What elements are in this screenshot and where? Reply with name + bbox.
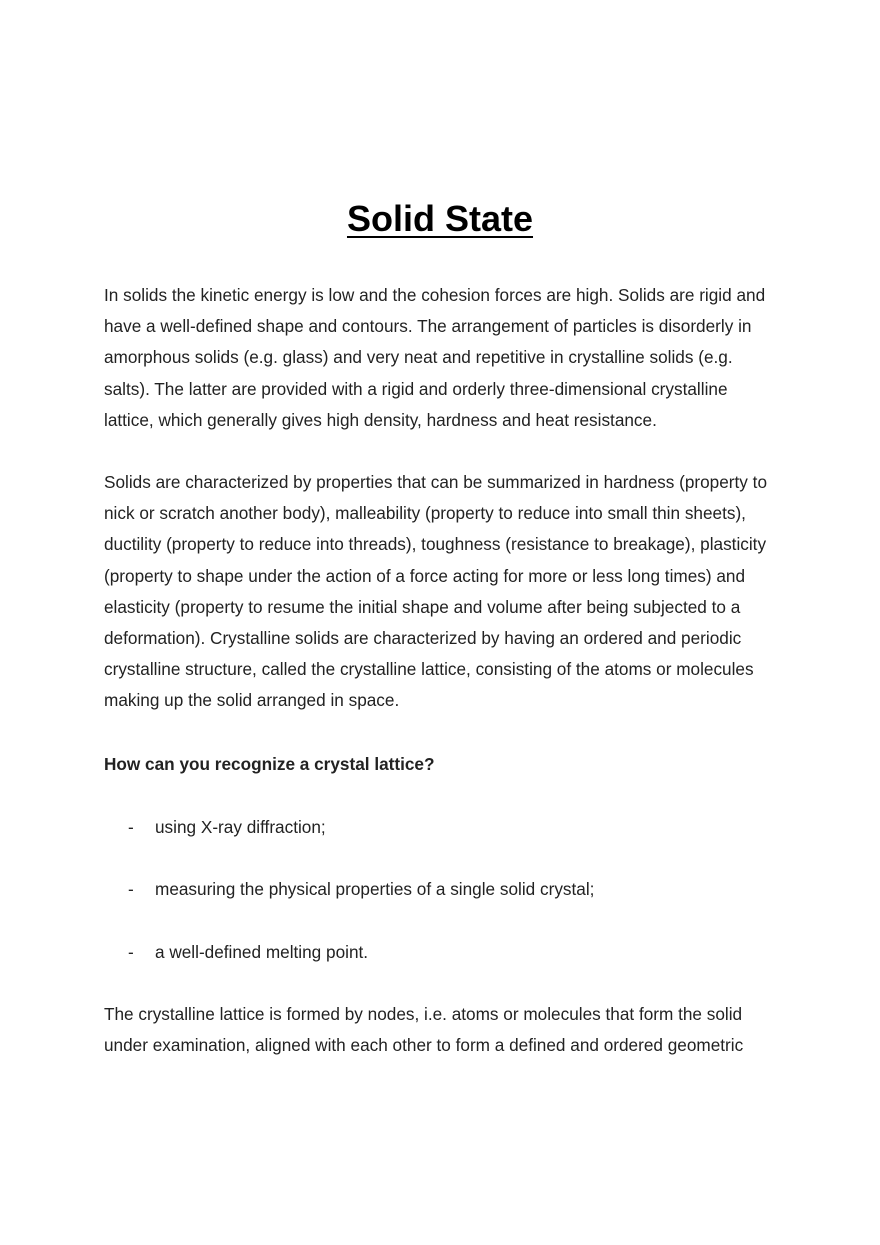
list-item [104,874,780,905]
page-title-text: Solid State [346,198,534,240]
question-heading: How can you recognize a crystal lattice? [104,754,435,774]
paragraph-solids-intro: In solids the kinetic energy is low and the cohesion forces are high. Solids are rigid and have a well-defined shape and contours. The arrangement of particles is disorderly in amorphous solids (e.g. glass) and very neat and repetitive in crystalline solids (e.g. salts). The latter are provided with a rigid and orderly three-dimensional crystalline lattice, which generally gives high density, hardness and heat resistance. [104,285,766,430]
list-item [104,812,780,843]
list-item-text: measuring the physical properties of a single solid crystal; [155,879,595,900]
bullet-dash: - [128,941,134,962]
list-item-text: a well-defined melting point. [155,941,369,962]
list-item [104,937,780,968]
paragraph-lattice-nodes: The crystalline lattice is formed by nodes, i.e. atoms or molecules that form the solid under examination, aligned with each other to form a defined and ordered geometric [104,1004,744,1056]
bullet-dash: - [128,817,134,837]
bullet-dash: - [128,879,134,900]
recognition-methods-list [104,812,780,999]
paragraph-solid-properties: Solids are characterized by properties that can be summarized in hardness (property to nick or scratch another body), malleability (property to reduce into small thin sheets), ductility (property to reduce into threads), toughness (resistance to breakage), plasticity (property to shape under the action of a force acting for more or less long times) and elasticity (property to resume the initial shape and volume after being subjected to a deformation). Crystalline solids are characterized by having an ordered and periodic crystalline structure, called the crystalline lattice, consisting of the atoms or molecules making up the solid arranged in space. [104,472,768,711]
page-title [0,196,880,242]
list-item-text: using X-ray diffraction; [155,817,326,837]
